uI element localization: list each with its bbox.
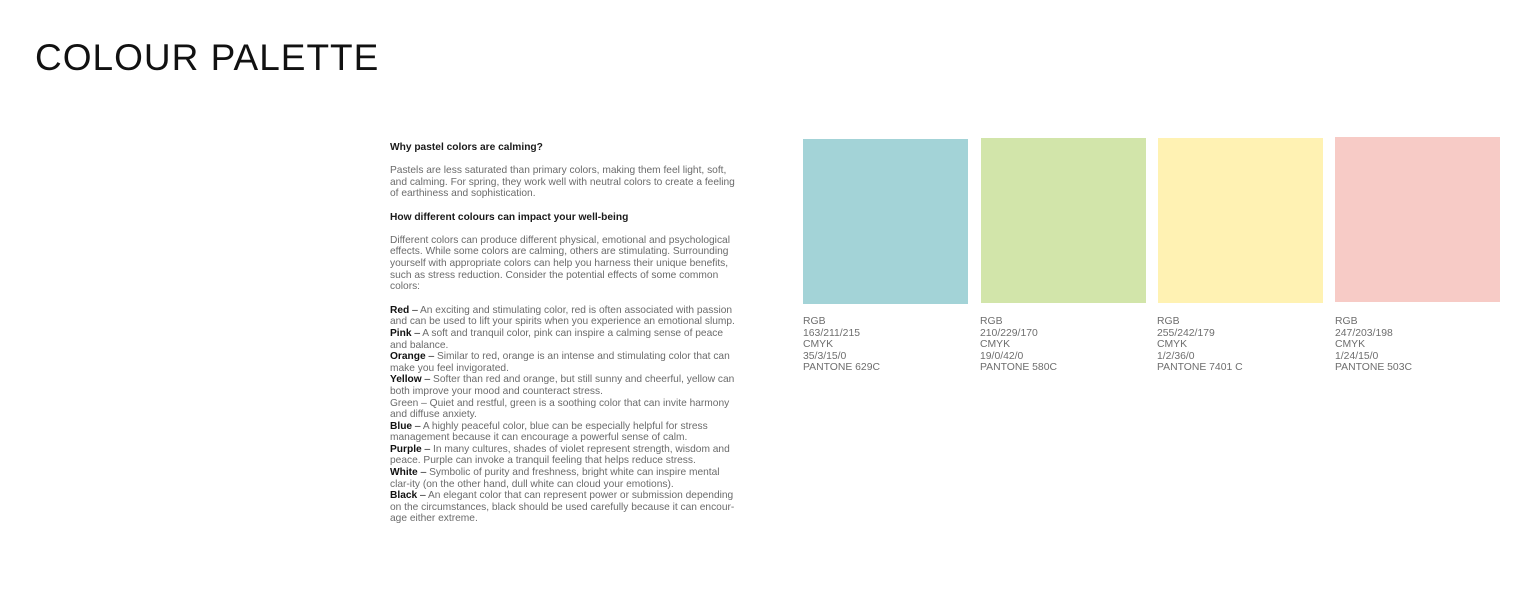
rgb-value: 247/203/198 xyxy=(1335,327,1393,339)
cmyk-value: 35/3/15/0 xyxy=(803,350,847,362)
pantone-value: PANTONE 629C xyxy=(803,362,880,374)
rgb-label: RGB xyxy=(1157,316,1180,327)
rgb-value: 255/242/179 xyxy=(1157,327,1215,339)
swatch-info-blue xyxy=(803,316,973,374)
swatch-info-yellow xyxy=(1157,316,1327,374)
swatch-info-pink xyxy=(1335,316,1505,374)
text-column xyxy=(390,142,735,525)
effect-orange: Orange – Similar to red, orange is an intense and stimulating color that can make you feel invigorated. xyxy=(390,351,730,374)
section-heading-pastel: Why pastel colors are calming? xyxy=(390,142,543,153)
effect-purple: Purple – In many cultures, shades of violet represent strength, wisdom and peace. Purple can invoke a tranquil feeling that helps reduce stress. xyxy=(390,443,730,467)
rgb-label: RGB xyxy=(1335,316,1358,327)
effect-red: Red – An exciting and stimulating color, red is often associated with passion and can be used to lift your spirits when you experience an emotional slump. xyxy=(390,304,735,328)
swatch-info-green xyxy=(980,316,1150,374)
swatch-blue xyxy=(803,139,968,304)
effect-yellow: Yellow – Softer than red and orange, but still sunny and cheerful, yellow can both improve your mood and counteract stress. xyxy=(390,374,735,397)
cmyk-value: 1/2/36/0 xyxy=(1157,350,1195,362)
effect-blue: Blue – A highly peaceful color, blue can be especially helpful for stress management because it can encourage a powerful sense of calm. xyxy=(390,420,708,444)
cmyk-value: 1/24/15/0 xyxy=(1335,350,1379,362)
swatch-green xyxy=(981,138,1146,303)
effect-pink: Pink – A soft and tranquil color, pink can inspire a calming sense of peace and balance. xyxy=(390,327,723,351)
rgb-label: RGB xyxy=(980,316,1003,327)
pantone-value: PANTONE 580C xyxy=(980,362,1057,374)
cmyk-value: 19/0/42/0 xyxy=(980,350,1024,362)
effect-green: Green – Quiet and restful, green is a soothing color that can invite harmony and diffuse anxiety. xyxy=(390,397,730,421)
cmyk-label: CMYK xyxy=(1335,339,1366,351)
swatch-pink xyxy=(1335,137,1500,302)
section-body-pastel: Pastels are less saturated than primary colors, making them feel light, soft, and calming. For spring, they work well with neutral colors to create a feeling of earthiness and sophistication. xyxy=(390,165,735,200)
cmyk-label: CMYK xyxy=(803,339,834,351)
cmyk-label: CMYK xyxy=(980,339,1011,351)
rgb-label: RGB xyxy=(803,316,826,327)
page-title: COLOUR PALETTE xyxy=(35,37,380,78)
rgb-value: 210/229/170 xyxy=(980,327,1038,339)
pantone-value: PANTONE 7401 C xyxy=(1157,362,1243,374)
effect-black: Black – An elegant color that can represent power or submission depending on the circumstances, black should be used carefully because it can encour-age either extreme. xyxy=(390,490,735,525)
section-body-wellbeing: Different colors can produce different physical, emotional and psychological effects. While some colors are calming, others are stimulating. Surrounding yourself with appropriate colors can help you harness their unique benefits, such as stress reduction. Consider the potential effects of some common colors: xyxy=(390,234,730,293)
effect-white: White – Symbolic of purity and freshness, bright white can inspire mental clar-ity (on the other hand, dull white can cloud your emotions). xyxy=(390,467,720,490)
rgb-value: 163/211/215 xyxy=(803,327,861,339)
section-heading-wellbeing: How different colours can impact your well-being xyxy=(390,211,629,223)
swatch-yellow xyxy=(1158,138,1323,303)
colour-effects-list xyxy=(390,305,735,525)
cmyk-label: CMYK xyxy=(1157,339,1188,351)
pantone-value: PANTONE 503C xyxy=(1335,362,1412,374)
